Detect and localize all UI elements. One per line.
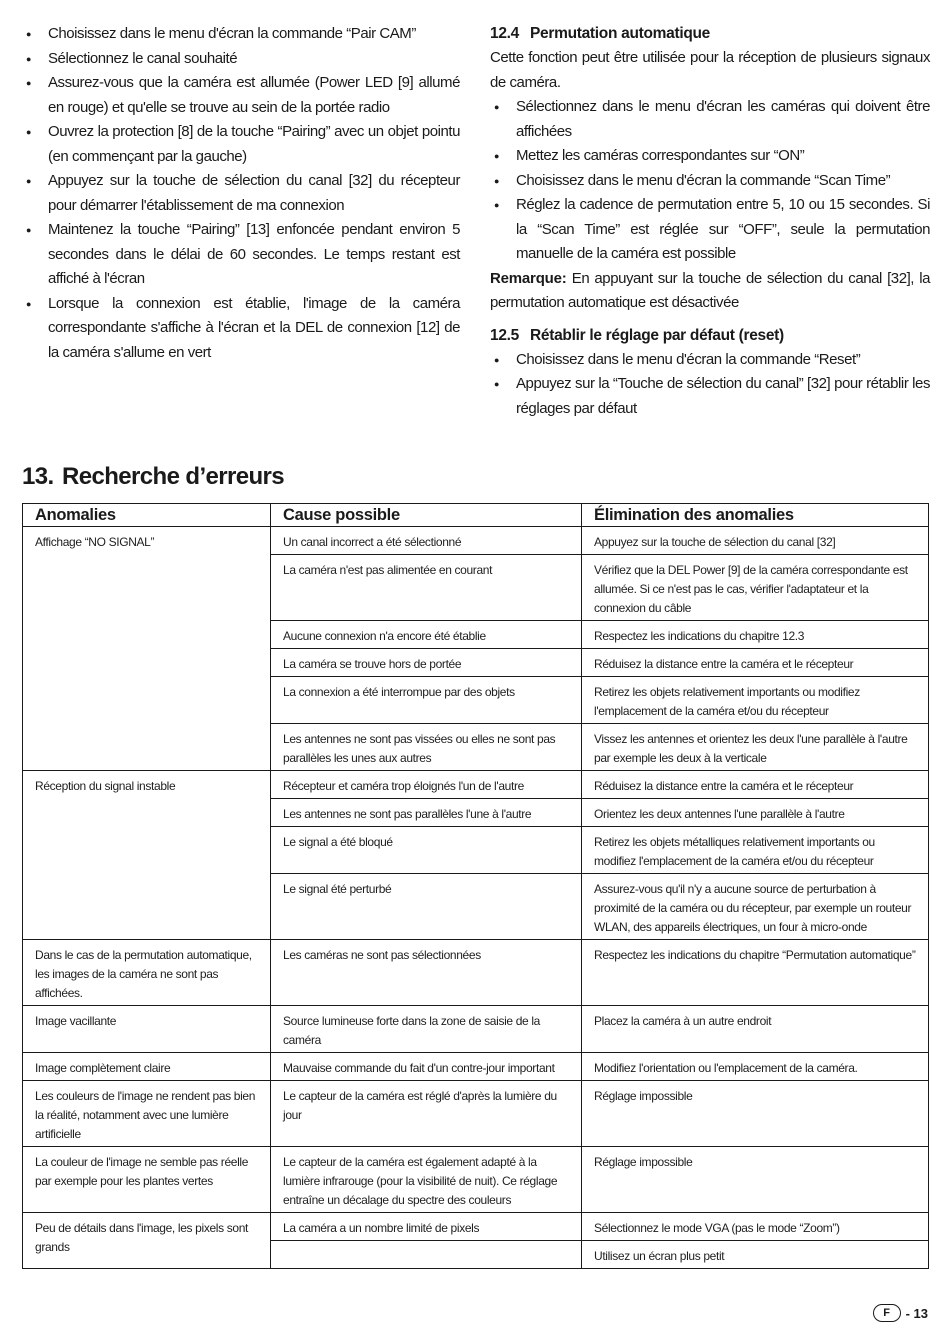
remedy-cell: Orientez les deux antennes l'une parallèle à l'autre (582, 799, 929, 827)
table-row (23, 771, 929, 799)
remedy-cell: Retirez les objets métalliques relativement importants ou modifiez l'emplacement de la caméra et/ou du récepteur (582, 827, 929, 874)
cause-cell: La caméra se trouve hors de portée (271, 649, 582, 677)
cause-cell: Le signal été perturbé (271, 874, 582, 940)
language-badge: F (873, 1304, 901, 1322)
table-row (23, 1053, 929, 1081)
remedy-cell: Utilisez un écran plus petit (594, 1249, 725, 1263)
anomaly-cell: Réception du signal instable (23, 771, 271, 940)
column-header-remedy: Élimination des anomalies (582, 504, 929, 527)
remedy-cell: Appuyez sur la touche de sélection du canal [32] (582, 527, 929, 555)
pairing-steps-column (22, 22, 460, 365)
remedy-cell: Placez la caméra à un autre endroit (582, 1006, 929, 1053)
list-item: ● Appuyez sur la touche de sélection du canal [32] du récepteur pour démarrer l'établissement de ma connexion (22, 169, 460, 218)
remedy-cell: Réglage impossible (582, 1147, 929, 1213)
section-heading-12-4 (490, 22, 930, 46)
cause-cell: La caméra a un nombre limité de pixels (271, 1213, 582, 1241)
anomaly-cell: Peu de détails dans l'image, les pixels sont grands (23, 1213, 271, 1269)
anomaly-cell: La couleur de l'image ne semble pas réelle par exemple pour les plantes vertes (23, 1147, 271, 1213)
remedy-cell: Vérifiez que la DEL Power [9] de la caméra correspondante est allumée. Si ce n'est pas le cas, vérifier l'adaptateur et la connexion du câble (582, 555, 929, 621)
list-item: ● Choisissez dans le menu d'écran la commande “Pair CAM” (22, 22, 460, 47)
cause-cell: Source lumineuse forte dans la zone de saisie de la caméra (271, 1006, 582, 1053)
cause-cell: Un canal incorrect a été sélectionné (271, 527, 582, 555)
anomaly-cell: Les couleurs de l'image ne rendent pas bien la réalité, notamment avec une lumière artificielle (23, 1081, 271, 1147)
page-number-text: - 13 (905, 1305, 928, 1321)
cause-cell: Mauvaise commande du fait d'un contre-jour important (271, 1053, 582, 1081)
cause-cell: Les caméras ne sont pas sélectionnées (271, 940, 582, 1006)
anomaly-cell: Image complètement claire (23, 1053, 271, 1081)
table-row (23, 1081, 929, 1147)
remedy-cell: Réduisez la distance entre la caméra et le récepteur (582, 649, 929, 677)
remedy-cell: Respectez les indications du chapitre 12.3 (582, 621, 929, 649)
chapter-number: 13. (22, 463, 54, 490)
list-item: ● Choisissez dans le menu d'écran la commande “Reset” (490, 348, 930, 373)
remedy-cell: Sélectionnez le mode VGA (pas le mode “Zoom”) (582, 1213, 929, 1241)
remedy-cell: Retirez les objets relativement importants ou modifiez l'emplacement de la caméra et/ou du récepteur (582, 677, 929, 724)
list-item: ● Appuyez sur la “Touche de sélection du canal” [32] pour rétablir les réglages par défaut (490, 372, 930, 421)
cause-cell: La connexion a été interrompue par des objets (271, 677, 582, 724)
remedy-cell: Respectez les indications du chapitre “Permutation automatique” (582, 940, 929, 1006)
right-column (490, 22, 930, 421)
section-heading-12-5 (490, 324, 930, 348)
reset-list (490, 348, 930, 422)
remedy-cell: Assurez-vous qu'il n'y a aucune source de perturbation à proximité de la caméra ou du récepteur, par exemple un routeur WLAN, des appareils électriques, un four à micro-onde (582, 874, 929, 940)
note-text: En appuyant sur la touche de sélection du canal [32], la permutation automatique est désactivée (490, 269, 930, 311)
remedy-cell: Modifiez l'orientation ou l'emplacement de la caméra. (582, 1053, 929, 1081)
list-item: ● Réglez la cadence de permutation entre 5, 10 ou 15 secondes. Si la “Scan Time” est réglée sur “OFF”, seule la permutation manuelle de la caméra est possible (490, 193, 930, 267)
anomaly-cell: Image vacillante (23, 1006, 271, 1053)
list-item: ● Ouvrez la protection [8] de la touche “Pairing” avec un objet pointu (en commençant par la gauche) (22, 120, 460, 169)
auto-switch-list (490, 95, 930, 267)
section-title: Rétablir le réglage par défaut (reset) (530, 326, 784, 344)
cause-cell: La caméra n'est pas alimentée en courant (271, 555, 582, 621)
cause-cell: Le capteur de la caméra est également adapté à la lumière infrarouge (pour la visibilité de nuit). Ce réglage entraîne un décalage du spectre des couleurs (271, 1147, 582, 1213)
remedy-cell: Réglage impossible (582, 1081, 929, 1147)
column-header-cause: Cause possible (271, 504, 582, 527)
anomaly-cell: Dans le cas de la permutation automatique, les images de la caméra ne sont pas affichées. (23, 940, 271, 1006)
list-item: ● Mettez les caméras correspondantes sur “ON” (490, 144, 930, 169)
chapter-heading (22, 463, 284, 491)
list-item: ● Choisissez dans le menu d'écran la commande “Scan Time” (490, 169, 930, 194)
remedy-cell: Réduisez la distance entre la caméra et le récepteur (582, 771, 929, 799)
note-label: Remarque: (490, 269, 567, 287)
pairing-steps-list (22, 22, 460, 365)
table-row (23, 527, 929, 555)
list-item: ● Assurez-vous que la caméra est allumée (Power LED [9] allumé en rouge) et qu'elle se trouve au sein de la portée radio (22, 71, 460, 120)
cause-cell: Le capteur de la caméra est réglé d'après la lumière du jour (271, 1081, 582, 1147)
table-row (23, 940, 929, 1006)
section-number: 12.4 (490, 25, 519, 42)
table-row (23, 1213, 929, 1241)
list-item: ● Sélectionnez dans le menu d'écran les caméras qui doivent être affichées (490, 95, 930, 144)
cause-cell: Aucune connexion n'a encore été établie (271, 621, 582, 649)
troubleshooting-table (22, 503, 929, 1269)
column-header-anomalies: Anomalies (23, 504, 271, 527)
cause-cell: Récepteur et caméra trop éloignés l'un de l'autre (271, 771, 582, 799)
chapter-title: Recherche d’erreurs (62, 463, 285, 490)
section-intro: Cette fonction peut être utilisée pour la réception de plusieurs signaux de caméra. (490, 49, 930, 91)
section-title: Permutation automatique (530, 25, 710, 42)
list-item: ● Lorsque la connexion est établie, l'image de la caméra correspondante s'affiche à l'écran et la DEL de connexion [12] de la caméra s'allume en vert (22, 292, 460, 366)
table-header-row (23, 504, 929, 527)
section-number: 12.5 (490, 326, 519, 344)
cause-cell: Les antennes ne sont pas vissées ou elles ne sont pas parallèles les unes aux autres (271, 724, 582, 771)
list-item: ● Sélectionnez le canal souhaité (22, 47, 460, 72)
table-row (23, 1147, 929, 1213)
list-item: ● Maintenez la touche “Pairing” [13] enfoncée pendant environ 5 secondes dans le délai de 60 secondes. Le temps restant est affiché à l'écran (22, 218, 460, 292)
cause-cell: Le signal a été bloqué (271, 827, 582, 874)
note (490, 267, 930, 316)
page-number (873, 1304, 928, 1322)
table-row (23, 1006, 929, 1053)
remedy-cell: Vissez les antennes et orientez les deux l'une parallèle à l'autre par exemple les deux à la verticale (582, 724, 929, 771)
cause-cell (271, 1241, 582, 1269)
cause-cell: Les antennes ne sont pas parallèles l'une à l'autre (271, 799, 582, 827)
anomaly-cell: Affichage “NO SIGNAL” (23, 527, 271, 771)
